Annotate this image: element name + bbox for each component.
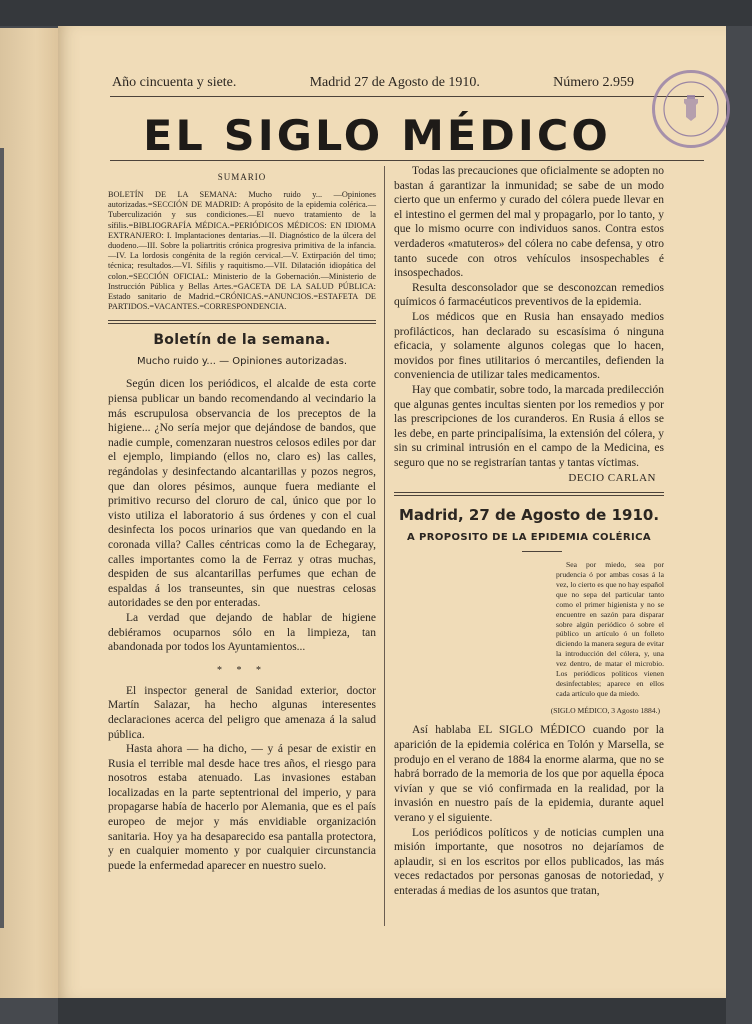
summary-heading: SUMARIO xyxy=(217,172,267,182)
paragraph: Todas las precauciones que oficialmente se adopten no bastan á garantizar la inmunidad; se sabe de un modo cierto que un enfermo y curado del cólera puede llevar en el intestino el germen del mal y propagarlo, por lo tanto, y que lo mismo ocurre con individuos sanos. Contra estos verdaderos «matuteros» del cólera no cabe defensa, y otro tanto sucede con otros vehículos insospechables é insospechados. xyxy=(394,165,664,280)
section-heading: Boletín de la semana. xyxy=(153,332,331,349)
epigraph-quote: Sea por miedo, sea por prudencia ó por ambas cosas á la vez, lo cierto es que no hay español que no sepa del particular tanto como el primer higienista y no se encuentre en sazón para disparar sobre algún periódico ó sobre el público un artículo ó un folleto diciendo la manera segura de evitar la introducción del cólera, y, una vez dentro, de matar el microbio. Los periódicos políticos vienen desinfectables; aparece en ellos cada artículo que da miedo. xyxy=(556,560,664,698)
paragraph: Resulta desconsolador que se desconozcan remedios químicos ó farmacéuticos preventivos de la epidemia. xyxy=(394,281,664,309)
article-subtitle: Mucho ruido y... — Opiniones autorizadas. xyxy=(136,356,348,368)
column-divider xyxy=(384,166,385,926)
article-rule xyxy=(394,492,664,496)
title-rule xyxy=(110,160,704,161)
author-signature: DECIO CARLAN xyxy=(568,472,656,485)
paragraph: Hasta ahora — ha dicho, — y á pesar de existir en Rusia el terrible mal desde hace tres años, el riesgo para nosotros estaba atenuado. Las invasiones estaban localizadas en la parte septentrional del imperio, y para propagarse había de hacerlo por Alemania, que es el país europeo de mejor y más envidiable organización sanitaria. Hoy ya ha desaparecido esa pantalla protectora, y en cualquier momento y por cualquier circunstancia puede la enfermedad aparecer en nuestro suelo. xyxy=(108,743,376,872)
epigraph-source: (SIGLO MÉDICO, 3 Agosto 1884.) xyxy=(550,706,660,716)
masthead-rule xyxy=(110,96,704,97)
masthead-info xyxy=(112,72,706,94)
paragraph: Así hablaba EL SIGLO MÉDICO cuando por la aparición de la epidemia colérica en Tolón y Marsella, se produjo en el verano de 1884 la enorme alarma, que no se habrá borrado de la memoria de los que por aquella época vivían y que se vió confirmada en la realidad, por la invasión en nuestro país de la epidemia, durante aquel verano y el siguiente. xyxy=(394,724,664,824)
paragraph: Los médicos que en Rusia han ensayado medios profilácticos, han declarado su escasísima ó ninguna eficacia, y solamente algunos colegas que lo hacen, movidos por fines utilitarios ó mercantiles, defienden la conveniencia de utilizar tales medicamentos. xyxy=(394,310,664,382)
masthead-number: Número 2.959 xyxy=(553,75,634,90)
title-short-rule xyxy=(522,551,562,552)
paragraph: Según dicen los periódicos, el alcalde de esta corte piensa publicar un bando recomendando al vecindario la más escrupulosa observancia de los preceptos de la higiene... ¿No sería mejor que dejándose de bandos, que nadie cumple, comenzaran nuestros celosos ediles por dar el ejemplo, limpiando (ellos no, claro es) las calles, regándolas y desinfectando alcantarillas y pozos negros, que dan olores pésimos, aunque fuera mediante el primitivo recurso del cloruro de cal, único que por lo visto utiliza el laboratorio á sus órdenes y con el cual desinfecta los pocos urinarios que van quedando en la coronada villa? Calles céntricas como la de Echegaray, calles importantes como la de Ferraz y otras muchas, despiden de sus alcantarillas perfumes que echan de espaldas á los transeuntes, sin que nuestras celosas autoridades se den por enteradas. xyxy=(108,378,376,610)
library-seal-icon xyxy=(655,73,727,145)
article-title: A PROPOSITO DE LA EPIDEMIA COLÉRICA xyxy=(407,532,651,544)
left-column xyxy=(108,172,376,873)
library-stamp-icon xyxy=(652,70,730,148)
paragraph: Hay que combatir, sobre todo, la marcada predilección que algunas gentes incultas sienten por los remedios y por las prescripciones de los curanderos. En Rusia á ellos se les debe, en parte principalísima, la extensión del cólera, y sin su criminal intrusión en el campo de la Medicina, es seguro que no se registrarían tantas y tantas víctimas. xyxy=(394,383,664,469)
madrid-date-heading: Madrid, 27 de Agosto de 1910. xyxy=(398,506,660,525)
masthead-date: Madrid 27 de Agosto de 1910. xyxy=(309,75,480,90)
scanner-top-edge xyxy=(0,0,752,26)
paragraph: Los periódicos políticos y de noticias cumplen una misión importante, que nosotros no dejaríamos de aplaudir, si en los escritos por ellos publicados, las más veces redactados por personas ganosas de notoriedad, y enteradas á medias de los asuntos que tratan, xyxy=(394,826,664,897)
masthead-year: Año cincuenta y siete. xyxy=(112,75,237,90)
previous-page-edge xyxy=(0,28,61,998)
section-stars: * * * xyxy=(217,664,267,676)
right-column xyxy=(394,164,664,898)
page-gutter-shadow xyxy=(0,148,4,928)
paragraph: El inspector general de Sanidad exterior, doctor Martín Salazar, ha hecho algunas interesentes declaraciones acerca del peligro que amenaza á la salud pública. xyxy=(108,684,376,741)
newspaper-page xyxy=(58,26,726,998)
scanner-bottom-edge xyxy=(58,998,726,1024)
summary-rule xyxy=(108,320,376,324)
summary-text: BOLETÍN DE LA SEMANA: Mucho ruido y... —Opiniones autorizadas.=SECCIÓN DE MADRID: A propósito de la epidemia colérica.—Tuberculización y sus condiciones.—El nuevo tratamiento de la sífilis.=BIBLIOGRAFÍA MÉDICA.=PERIÓDICOS MÉDICOS: EN IDIOMA EXTRANJERO: I. Implantaciones dentarias.—II. Diagnóstico de la úlcera del duodeno.—III. Sobre la poliartritis crónica progresiva primitiva de la infancia.—IV. La lordosis congénita de la región cervical.—V. Extirpación del timo; técnica; resultados.—VI. Sífilis y raquitismo.—VII. Dilatación idiopática del colon.=SECCIÓN OFICIAL: Ministerio de la Gobernación.—Ministerio de Instrucción Pública y Bellas Artes.=GACETA DE LA SALUD PÚBLICA: Estado sanitario de Madrid.=CRÓNICAS.=ANUNCIOS.=ESTAFETA DE PARTIDOS.=VACANTES.=CORRESPONDENCIA. xyxy=(108,190,376,312)
newspaper-title: EL SIGLO MÉDICO xyxy=(143,111,611,160)
paragraph: La verdad que dejando de hablar de higiene debiéramos ocuparnos sólo en la limpieza, tan abandonada por todos los Ayuntamientos... xyxy=(108,611,376,654)
